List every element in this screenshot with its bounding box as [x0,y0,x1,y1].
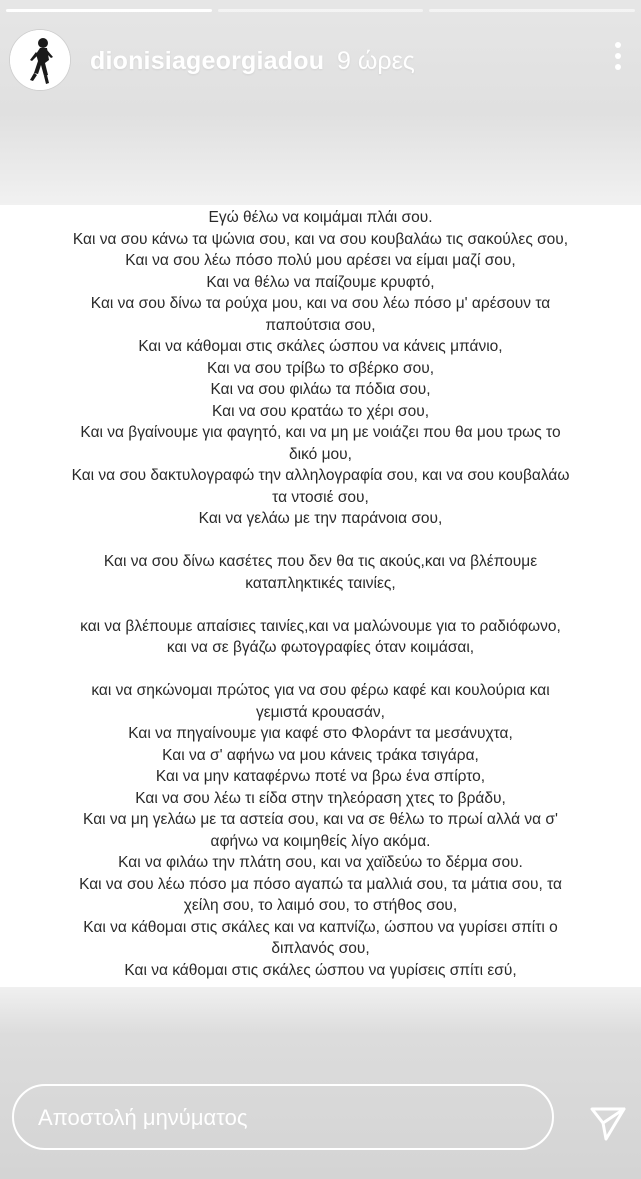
text-line: Και να θέλω να παίζουμε κρυφτό, [206,273,435,291]
text-line: Και να μην καταφέρνω ποτέ να βρω ένα σπίρτο, [155,768,486,785]
story-timestamp: 9 ώρες [337,47,415,75]
text-line: και να σηκώνομαι πρώτος για να σου φέρω καφέ και κουλούρια και [91,682,550,699]
text-line: γεμιστά κρουασάν, [256,703,385,721]
text-line: Και να σου λέω πόσο πολύ μου αρέσει να είμαι μαζί σου, [125,252,516,269]
text-line: Και να σ' αφήνω να μου κάνεις τράκα τσιγάρα, [162,746,479,764]
story-text-panel [0,205,641,987]
text-line: Και να κάθομαι στις σκάλες και να καπνίζω, ώσπου να γυρίσει σπίτι ο [83,918,558,936]
text-line: Και να γελάω με την παράνοια σου, [198,510,443,527]
text-line: Και να σου δίνω τα ρούχα μου, και να σου λέω πόσο μ' αρέσουν τα [90,295,551,312]
text-line: αφήνω να κοιμηθείς λίγο ακόμα. [210,832,431,850]
text-line: Και να σου δακτυλογραφώ την αλληλογραφία σου, και να σου κουβαλάω [71,467,570,484]
text-line: τα ντοσιέ σου, [272,488,369,506]
story-progress-segment-3 [429,9,635,12]
text-line: παπούτσια σου, [265,316,376,334]
text-line: και να βλέπουμε απαίσιες ταινίες,και να μαλώνουμε για το ραδιόφωνο, [80,617,561,635]
story-progress-bars [6,9,635,13]
text-line: Και να σου κάνω τα ψώνια σου, και να σου κουβαλάω τις σακούλες σου, [72,230,569,248]
text-line: καταπληκτικές ταινίες, [245,574,396,592]
avatar[interactable] [10,30,70,90]
text-line: δικό μου, [289,445,352,463]
text-line: Και να σου φιλάω τα πόδια σου, [210,381,431,398]
story-header [0,30,641,94]
text-line: Και να σου λέω τι είδα στην τηλεόραση χτες το βράδυ, [135,789,506,807]
text-line: Και να σου δίνω κασέτες που δεν θα τις ακούς,και να βλέπουμε [103,553,538,570]
avatar-silhouette-icon [10,30,70,90]
story-progress-segment-1 [6,9,212,12]
text-line: Και να κάθομαι στις σκάλες ώσπου να γυρίσεις σπίτι εσύ, [124,961,517,979]
text-line: διπλανός σου, [271,940,370,957]
text-line: Εγώ θέλω να κοιμάμαι πλάι σου. [208,209,433,226]
story-text-body [40,205,601,981]
stanza-gap [40,594,601,616]
text-line: Και να βγαίνουμε για φαγητό, και να μη με νοιάζει που θα μου τρως το [80,424,561,441]
text-line: Και να σου τρίβω το σβέρκο σου, [206,359,435,377]
text-line: Και να φιλάω την πλάτη σου, και να χαϊδεύω το δέρμα σου. [118,854,523,871]
more-vertical-icon[interactable] [608,42,628,78]
text-line: χείλη σου, το λαιμό σου, το στήθος σου, [183,897,458,914]
story-username[interactable]: dionisiageorgiadou [90,47,325,75]
text-line: Και να πηγαίνουμε για καφέ στο Φλοράντ τα μεσάνυχτα, [128,725,513,742]
text-line: Και να μη γελάω με τα αστεία σου, και να σε θέλω το πρωί αλλά να σ' [83,811,558,828]
text-line: Και να κάθομαι στις σκάλες ώσπου να κάνεις μπάνιο, [138,338,503,355]
text-line: Και να σου κρατάω το χέρι σου, [211,402,430,420]
text-line: και να σε βγάζω φωτογραφίες όταν κοιμάσαι, [166,639,475,656]
send-icon[interactable] [588,1103,628,1143]
stanza-gap [40,659,601,681]
stanza-gap [40,530,601,552]
story-progress-segment-2 [218,9,424,12]
story-bottom-area [0,987,641,1179]
message-input-container[interactable] [12,1084,554,1150]
text-line: Και να σου λέω πόσο μα πόσο αγαπώ τα μαλλιά σου, τα μάτια σου, τα [79,875,562,893]
message-input[interactable] [36,1086,540,1150]
